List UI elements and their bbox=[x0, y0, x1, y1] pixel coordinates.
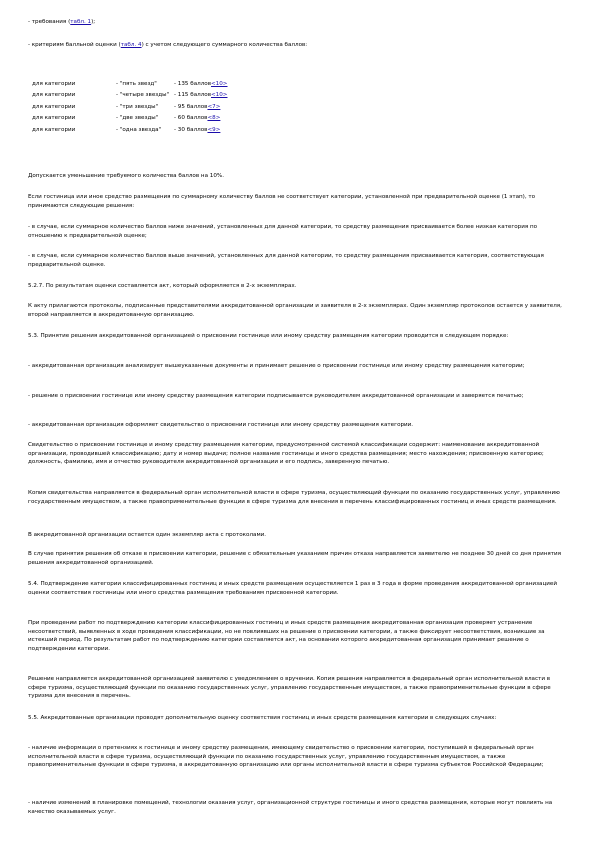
paragraph: - в случае, если суммарное количество баллов ниже значений, установленных для данной категории, то средству размещения присваивается более низкая категория по отношению к предварительной оценке; bbox=[28, 224, 538, 239]
points-value: - 135 баллов bbox=[174, 81, 211, 87]
criteria-tail: ) с учетом следующего суммарного количества баллов: bbox=[141, 42, 308, 48]
category-points bbox=[174, 126, 228, 137]
paragraph: - аккредитованная организация оформляет свидетельство о присвоении гостинице или иному средству размещения категории. bbox=[28, 422, 414, 428]
paragraph: - наличие информации о претензиях к гостинице и иному средству размещения, имеющему свидетельство о присвоении категории, поступившей в федеральный орган исполнительной власти в сфере туризма, осуществляющий функции по оказанию государственных услуг, управлению государственным имуществом, а также правоприменительные функции в сфере туризма, в аккредитованную организацию или органы исполнительной власти в сфере туризма субъектов Российской Федерации; bbox=[28, 745, 544, 769]
paragraph: - в случае, если суммарное количество баллов выше значений, установленных для данной категории, то средству размещения присваивается категория, соответствующая предварительной оценке. bbox=[28, 253, 544, 268]
paragraph: Допускается уменьшение требуемого количества баллов на 10%. bbox=[28, 173, 224, 179]
category-name: - "одна звезда" bbox=[116, 126, 162, 133]
footnote-link[interactable]: <9> bbox=[207, 126, 221, 133]
category-row bbox=[32, 103, 228, 114]
paragraph: - аккредитованная организация анализирует вышеуказанные документы и принимает решение о присвоении гостинице или иному средству размещения категории; bbox=[28, 363, 525, 369]
paragraph: Копия свидетельства направляется в федеральный орган исполнительной власти в сфере туризма, осуществляющий функции по оказанию государственных услуг, управлению государственным имуществом, а также правоприменительные функции в сфере туризма для внесения в перечень классифицированных гостиниц и иных средств размещения. bbox=[28, 490, 560, 505]
criteria-text: - критериям балльной оценки ( bbox=[28, 42, 121, 48]
category-row bbox=[32, 91, 228, 102]
category-points-table bbox=[32, 80, 228, 137]
category-row bbox=[32, 80, 228, 91]
criteria-line bbox=[28, 41, 562, 50]
paragraph: К акту прилагаются протоколы, подписанные представителями аккредитованной организации и заявителя в 2-х экземплярах. Один экземпляр протоколов остается у заявителя, второй направляется в аккредитованную организацию. bbox=[28, 303, 562, 318]
category-points bbox=[174, 103, 228, 114]
points-value: - 95 баллов bbox=[174, 103, 208, 110]
category-name: - "четыре звезды" bbox=[116, 92, 170, 99]
requirements-line bbox=[28, 18, 562, 27]
paragraph: - решение о присвоении гостинице или иному средству размещения категории подписывается руководителем аккредитованной организации и заверяется печатью; bbox=[28, 393, 524, 399]
category-prefix: для категории bbox=[32, 81, 76, 87]
paragraph: В аккредитованной организации остается один экземпляр акта с протоколами. bbox=[28, 532, 267, 538]
category-prefix: для категории bbox=[32, 103, 76, 110]
footnote-link[interactable]: <10> bbox=[211, 81, 228, 87]
category-name: - "три звезды" bbox=[116, 103, 159, 110]
category-prefix: для категории bbox=[32, 92, 76, 99]
footnote-link[interactable]: <10> bbox=[211, 92, 228, 99]
category-name: - "две звезды" bbox=[116, 115, 159, 122]
category-points bbox=[174, 91, 228, 102]
footnote-link[interactable]: <7> bbox=[207, 103, 221, 110]
paragraph: Решение направляется аккредитованной организацией заявителю с уведомлением о вручении. Копия решения направляется в федеральный орган исполнительной власти в сфере туризма, осуществляющий функции по оказанию государственных услуг, управлению государственным имуществом, а также правоприменительные функции в сфере туризма для внесения в перечень. bbox=[28, 676, 551, 700]
category-prefix: для категории bbox=[32, 126, 76, 133]
paragraph: - наличие изменений в планировке помещений, технологии оказания услуг, организационной структуре гостиницы и иного средства размещения, которые могут повлиять на качество оказываемых услуг. bbox=[28, 800, 553, 815]
paragraph: Если гостиница или иное средство размещения по суммарному количеству баллов не соответствует категории, установленной при предварительной оценке (1 этап), то принимаются следующие решения: bbox=[28, 194, 536, 209]
category-points bbox=[174, 114, 228, 125]
table-4-link[interactable]: табл. 4 bbox=[120, 42, 142, 48]
paragraph: Свидетельство о присвоении гостинице и иному средству размещения категории, предусмотренной системой классификации содержит: наименование аккредитованной организации, проводившей классификацию; дату и номер выдачи; полное название гостиницы и иного средства размещения; место нахождения; присвоенную категорию; должность, фамилию, имя и отчество руководителя аккредитованной организации и его подпись, заверенную печатью. bbox=[28, 442, 544, 466]
category-prefix: для категории bbox=[32, 115, 76, 122]
category-row bbox=[32, 114, 228, 125]
paragraph: 5.5. Аккредитованные организации проводят дополнительную оценку соответствия гостиниц и иных средств размещения категории в следующих случаях: bbox=[28, 715, 497, 721]
category-points bbox=[174, 80, 228, 91]
paragraph: 5.3. Принятие решения аккредитованной организацией о присвоении гостинице или иному средству размещения категории проводится в следующем порядке: bbox=[28, 333, 509, 339]
category-row bbox=[32, 126, 228, 137]
footnote-link[interactable]: <8> bbox=[207, 115, 221, 122]
points-value: - 30 баллов bbox=[174, 126, 208, 133]
paragraph: 5.2.7. По результатам оценки составляется акт, который оформляется в 2-х экземплярах. bbox=[28, 283, 297, 289]
paragraph: В случае принятия решения об отказе в присвоении категории, решение с обязательным указанием причин отказа направляется заявителю не позднее 30 дней со дня принятия решения аккредитованной организацией. bbox=[28, 551, 561, 566]
paragraph: При проведении работ по подтверждению категории классифицированных гостиниц и иных средств размещения аккредитованная организация проверяет устранение несоответствий, выявленных в ходе проведения классификации, но не повлиявших на решение о присвоении категории, а также фиксирует несоответствия, возникшие за истекший период. По результатам работ по подтверждению категории составляется акт, на основании которого аккредитованная организация принимает решение о подтверждении категории. bbox=[28, 620, 545, 652]
table-1-link[interactable]: табл. 1 bbox=[70, 19, 92, 25]
requirements-tail: ); bbox=[91, 19, 96, 25]
paragraph: 5.4. Подтверждение категории классифицированных гостиниц и иных средств размещения осуществляется 1 раз в 3 года в форме проведения аккредитованной организацией оценки соответствия гостиницы или иного средства размещения требованиям присвоенной категории. bbox=[28, 581, 557, 596]
points-value: - 60 баллов bbox=[174, 115, 208, 122]
requirements-text: - требования ( bbox=[28, 19, 71, 25]
points-value: - 115 баллов bbox=[174, 92, 211, 99]
category-name: - "пять звезд" bbox=[116, 81, 157, 87]
